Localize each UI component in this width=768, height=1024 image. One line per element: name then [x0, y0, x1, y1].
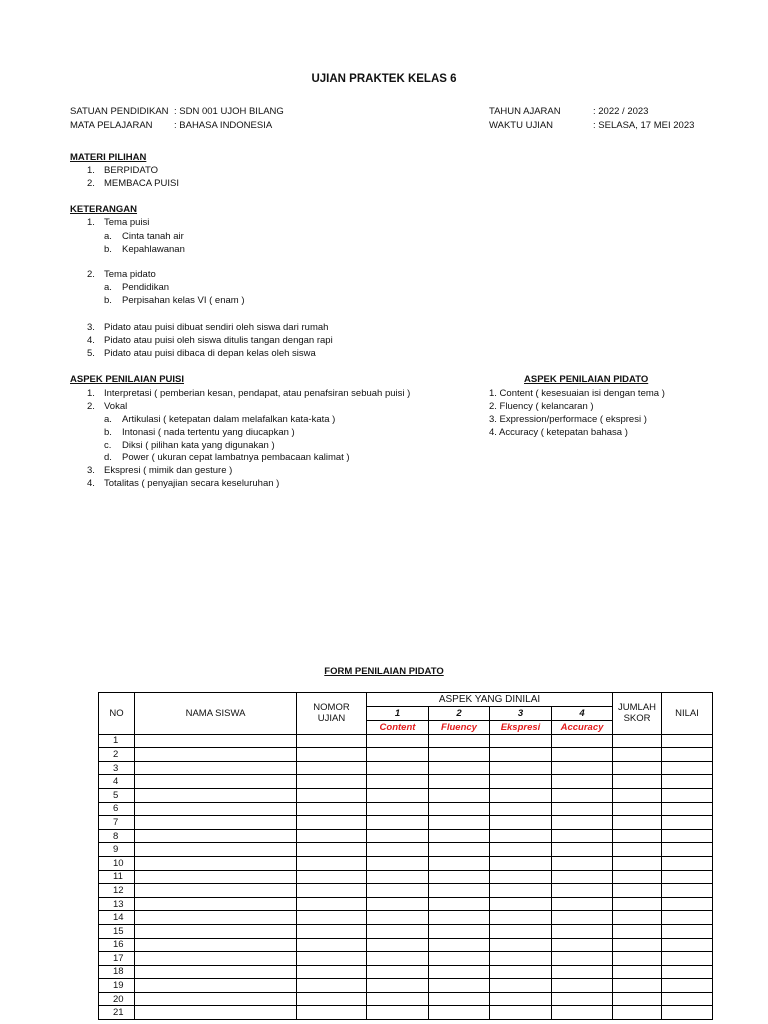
aspek-puisi-heading: ASPEK PENILAIAN PUISI — [70, 374, 185, 385]
table-row — [99, 965, 713, 979]
aspek-number-header: 1 — [367, 707, 429, 721]
score-cell — [552, 992, 613, 1006]
mapel-value: : BAHASA INDONESIA — [174, 120, 273, 131]
list-item: Pidato atau puisi dibuat sendiri oleh siswa dari rumah — [104, 322, 329, 333]
score-cell — [552, 952, 613, 966]
score-cell — [552, 1006, 613, 1020]
row-number: 4 — [99, 775, 135, 789]
score-cell — [297, 775, 367, 789]
row-number: 21 — [99, 1006, 135, 1020]
list-number: 5. — [87, 348, 95, 359]
score-cell — [367, 843, 429, 857]
score-cell — [552, 775, 613, 789]
score-cell — [552, 938, 613, 952]
score-cell — [552, 748, 613, 762]
sub-item: Cinta tanah air — [122, 231, 184, 242]
score-cell — [613, 911, 662, 925]
score-cell — [613, 816, 662, 830]
assessment-table — [98, 692, 713, 1020]
score-cell — [297, 1006, 367, 1020]
score-cell — [613, 992, 662, 1006]
sub-number: b. — [104, 295, 112, 306]
list-number: 3. — [87, 322, 95, 333]
score-cell — [490, 843, 552, 857]
score-cell — [367, 775, 429, 789]
score-cell — [135, 843, 297, 857]
table-row — [99, 979, 713, 993]
score-cell — [490, 775, 552, 789]
row-number: 7 — [99, 816, 135, 830]
table-row — [99, 788, 713, 802]
table-row — [99, 938, 713, 952]
list-number: 4. — [87, 478, 95, 489]
table-row — [99, 870, 713, 884]
score-cell — [613, 856, 662, 870]
sub-item: Power ( ukuran cepat lambatnya pembacaan kalimat ) — [122, 452, 350, 463]
score-cell — [135, 856, 297, 870]
table-row — [99, 952, 713, 966]
score-cell — [552, 911, 613, 925]
sub-number: a. — [104, 282, 112, 293]
score-cell — [613, 952, 662, 966]
list-item: MEMBACA PUISI — [104, 178, 179, 189]
tahun-label: TAHUN AJARAN — [489, 106, 561, 117]
score-cell — [367, 788, 429, 802]
score-cell — [662, 897, 713, 911]
list-item: 3. Expression/performace ( ekspresi ) — [489, 414, 647, 425]
row-number: 15 — [99, 924, 135, 938]
score-cell — [613, 829, 662, 843]
score-cell — [367, 816, 429, 830]
score-cell — [429, 884, 490, 898]
column-header-nilai: NILAI — [662, 693, 713, 735]
score-cell — [135, 992, 297, 1006]
score-cell — [297, 924, 367, 938]
score-cell — [662, 952, 713, 966]
row-number: 16 — [99, 938, 135, 952]
score-cell — [429, 829, 490, 843]
list-number: 2. — [87, 178, 95, 189]
score-cell — [552, 829, 613, 843]
score-cell — [662, 843, 713, 857]
aspek-number-header: 3 — [490, 707, 552, 721]
score-cell — [662, 884, 713, 898]
list-item: 4. Accuracy ( ketepatan bahasa ) — [489, 427, 628, 438]
score-cell — [135, 1006, 297, 1020]
score-cell — [552, 979, 613, 993]
score-cell — [297, 761, 367, 775]
score-cell — [490, 761, 552, 775]
score-cell — [429, 952, 490, 966]
list-item: Totalitas ( penyajian secara keseluruhan ) — [104, 478, 280, 489]
list-number: 2. — [87, 401, 95, 412]
score-cell — [613, 938, 662, 952]
list-number: 1. — [87, 388, 95, 399]
score-cell — [297, 788, 367, 802]
table-row — [99, 1006, 713, 1020]
score-cell — [429, 897, 490, 911]
score-cell — [490, 924, 552, 938]
sub-item: Artikulasi ( ketepatan dalam melafalkan kata-kata ) — [122, 414, 336, 425]
score-cell — [490, 952, 552, 966]
list-item: 1. Content ( kesesuaian isi dengan tema ) — [489, 388, 665, 399]
score-cell — [662, 734, 713, 748]
table-row — [99, 884, 713, 898]
score-cell — [429, 816, 490, 830]
score-cell — [367, 1006, 429, 1020]
table-row — [99, 816, 713, 830]
score-cell — [367, 829, 429, 843]
score-cell — [490, 802, 552, 816]
score-cell — [490, 938, 552, 952]
score-cell — [135, 788, 297, 802]
score-cell — [429, 856, 490, 870]
score-cell — [367, 761, 429, 775]
score-cell — [662, 829, 713, 843]
sub-number: a. — [104, 231, 112, 242]
score-cell — [552, 816, 613, 830]
row-number: 6 — [99, 802, 135, 816]
score-cell — [613, 761, 662, 775]
score-cell — [662, 938, 713, 952]
score-cell — [613, 775, 662, 789]
satuan-value: : SDN 001 UJOH BILANG — [174, 106, 284, 117]
sub-number: a. — [104, 414, 112, 425]
score-cell — [135, 884, 297, 898]
score-cell — [552, 802, 613, 816]
column-header-jumlah: JUMLAH SKOR — [613, 693, 662, 735]
score-cell — [490, 992, 552, 1006]
aspek-accuracy-header: Accuracy — [552, 720, 613, 734]
score-cell — [135, 748, 297, 762]
sub-number: c. — [104, 440, 112, 451]
score-cell — [297, 843, 367, 857]
score-cell — [135, 965, 297, 979]
score-cell — [367, 748, 429, 762]
score-cell — [662, 761, 713, 775]
score-cell — [662, 748, 713, 762]
column-header-aspek: ASPEK YANG DINILAI — [367, 693, 613, 707]
score-cell — [490, 748, 552, 762]
score-cell — [297, 829, 367, 843]
score-cell — [613, 884, 662, 898]
table-row — [99, 911, 713, 925]
score-cell — [552, 965, 613, 979]
row-number: 18 — [99, 965, 135, 979]
list-item: BERPIDATO — [104, 165, 159, 176]
sub-number: b. — [104, 244, 112, 255]
row-number: 5 — [99, 788, 135, 802]
row-number: 13 — [99, 897, 135, 911]
score-cell — [552, 870, 613, 884]
score-cell — [662, 924, 713, 938]
score-cell — [297, 992, 367, 1006]
aspek-content-header: Content — [367, 720, 429, 734]
score-cell — [490, 856, 552, 870]
score-cell — [429, 843, 490, 857]
list-number: 3. — [87, 465, 95, 476]
score-cell — [490, 884, 552, 898]
score-cell — [297, 870, 367, 884]
row-number: 12 — [99, 884, 135, 898]
list-item: 2. Fluency ( kelancaran ) — [489, 401, 594, 412]
row-number: 11 — [99, 870, 135, 884]
score-cell — [490, 829, 552, 843]
row-number: 8 — [99, 829, 135, 843]
sub-item: Pendidikan — [122, 282, 170, 293]
score-cell — [662, 870, 713, 884]
score-cell — [429, 924, 490, 938]
score-cell — [367, 952, 429, 966]
column-header-nama: NAMA SISWA — [135, 693, 297, 735]
sub-item: Diksi ( pilihan kata yang digunakan ) — [122, 440, 275, 451]
score-cell — [297, 884, 367, 898]
row-number: 10 — [99, 856, 135, 870]
score-cell — [429, 802, 490, 816]
score-cell — [429, 911, 490, 925]
table-row — [99, 802, 713, 816]
score-cell — [135, 734, 297, 748]
list-number: 1. — [87, 217, 95, 228]
score-cell — [490, 897, 552, 911]
score-cell — [613, 897, 662, 911]
score-cell — [552, 856, 613, 870]
score-cell — [552, 734, 613, 748]
score-cell — [297, 734, 367, 748]
satuan-label: SATUAN PENDIDIKAN — [70, 106, 169, 117]
table-row — [99, 924, 713, 938]
score-cell — [297, 897, 367, 911]
score-cell — [135, 870, 297, 884]
score-cell — [613, 965, 662, 979]
aspek-number-header: 2 — [429, 707, 490, 721]
column-header-nomor: NOMOR UJIAN — [297, 693, 367, 735]
score-cell — [135, 924, 297, 938]
score-cell — [662, 775, 713, 789]
score-cell — [135, 829, 297, 843]
score-cell — [297, 938, 367, 952]
score-cell — [367, 938, 429, 952]
score-cell — [297, 748, 367, 762]
sub-item: Kepahlawanan — [122, 244, 185, 255]
score-cell — [367, 924, 429, 938]
score-cell — [135, 775, 297, 789]
table-row — [99, 734, 713, 748]
score-cell — [662, 965, 713, 979]
score-cell — [297, 816, 367, 830]
score-cell — [662, 802, 713, 816]
score-cell — [613, 734, 662, 748]
score-cell — [297, 911, 367, 925]
aspek-number-header: 4 — [552, 707, 613, 721]
score-cell — [367, 965, 429, 979]
page-title: UJIAN PRAKTEK KELAS 6 — [311, 73, 457, 85]
score-cell — [552, 843, 613, 857]
score-cell — [367, 734, 429, 748]
row-number: 1 — [99, 734, 135, 748]
list-item: Pidato atau puisi oleh siswa ditulis tangan dengan rapi — [104, 335, 333, 346]
score-cell — [613, 788, 662, 802]
aspek-fluency-header: Fluency — [429, 720, 490, 734]
row-number: 14 — [99, 911, 135, 925]
score-cell — [613, 924, 662, 938]
score-cell — [429, 775, 490, 789]
score-cell — [490, 979, 552, 993]
row-number: 3 — [99, 761, 135, 775]
score-cell — [490, 788, 552, 802]
score-cell — [662, 911, 713, 925]
score-cell — [367, 802, 429, 816]
score-cell — [429, 1006, 490, 1020]
score-cell — [490, 734, 552, 748]
table-row — [99, 748, 713, 762]
table-row — [99, 856, 713, 870]
score-cell — [490, 911, 552, 925]
list-number: 2. — [87, 269, 95, 280]
row-number: 2 — [99, 748, 135, 762]
score-cell — [367, 979, 429, 993]
score-cell — [135, 802, 297, 816]
score-cell — [135, 816, 297, 830]
materi-heading: MATERI PILIHAN — [70, 152, 147, 163]
score-cell — [367, 911, 429, 925]
score-cell — [135, 761, 297, 775]
row-number: 20 — [99, 992, 135, 1006]
score-cell — [662, 856, 713, 870]
keterangan-heading: KETERANGAN — [70, 204, 138, 215]
score-cell — [297, 856, 367, 870]
table-row — [99, 775, 713, 789]
score-cell — [662, 816, 713, 830]
sub-number: d. — [104, 452, 112, 463]
score-cell — [135, 938, 297, 952]
score-cell — [662, 1006, 713, 1020]
score-cell — [429, 979, 490, 993]
list-number: 4. — [87, 335, 95, 346]
score-cell — [135, 979, 297, 993]
score-cell — [367, 897, 429, 911]
score-cell — [662, 788, 713, 802]
score-cell — [613, 979, 662, 993]
score-cell — [613, 843, 662, 857]
score-cell — [662, 992, 713, 1006]
form-title: FORM PENILAIAN PIDATO — [324, 666, 444, 677]
score-cell — [490, 816, 552, 830]
row-number: 17 — [99, 952, 135, 966]
score-cell — [429, 788, 490, 802]
list-item: Interpretasi ( pemberian kesan, pendapat, atau penafsiran sebuah puisi ) — [104, 388, 411, 399]
score-cell — [613, 748, 662, 762]
tahun-value: : 2022 / 2023 — [593, 106, 649, 117]
waktu-label: WAKTU UJIAN — [489, 120, 554, 131]
score-cell — [552, 897, 613, 911]
score-cell — [552, 924, 613, 938]
score-cell — [490, 965, 552, 979]
score-cell — [429, 748, 490, 762]
score-cell — [490, 870, 552, 884]
column-header-no: NO — [99, 693, 135, 735]
score-cell — [297, 979, 367, 993]
score-cell — [297, 952, 367, 966]
score-cell — [552, 761, 613, 775]
score-cell — [135, 911, 297, 925]
score-cell — [135, 897, 297, 911]
score-cell — [613, 802, 662, 816]
score-cell — [367, 856, 429, 870]
table-row — [99, 829, 713, 843]
aspek-ekspresi-header: Ekspresi — [490, 720, 552, 734]
score-cell — [552, 884, 613, 898]
score-cell — [297, 802, 367, 816]
list-item: Tema pidato — [104, 269, 156, 280]
list-item: Pidato atau puisi dibaca di depan kelas oleh siswa — [104, 348, 316, 359]
mapel-label: MATA PELAJARAN — [70, 120, 153, 131]
aspek-pidato-heading: ASPEK PENILAIAN PIDATO — [524, 374, 649, 385]
score-cell — [613, 870, 662, 884]
row-number: 19 — [99, 979, 135, 993]
table-row — [99, 897, 713, 911]
list-item: Ekspresi ( mimik dan gesture ) — [104, 465, 233, 476]
score-cell — [429, 938, 490, 952]
sub-item: Perpisahan kelas VI ( enam ) — [122, 295, 245, 306]
sub-item: Intonasi ( nada tertentu yang diucapkan ) — [122, 427, 295, 438]
score-cell — [613, 1006, 662, 1020]
table-row — [99, 843, 713, 857]
table-row — [99, 992, 713, 1006]
list-item: Vokal — [104, 401, 128, 412]
table-row — [99, 761, 713, 775]
score-cell — [429, 734, 490, 748]
row-number: 9 — [99, 843, 135, 857]
score-cell — [662, 979, 713, 993]
score-cell — [552, 788, 613, 802]
score-cell — [490, 1006, 552, 1020]
sub-number: b. — [104, 427, 112, 438]
score-cell — [367, 992, 429, 1006]
score-cell — [135, 952, 297, 966]
score-cell — [297, 965, 367, 979]
score-cell — [429, 965, 490, 979]
score-cell — [429, 761, 490, 775]
list-item: Tema puisi — [104, 217, 150, 228]
waktu-value: : SELASA, 17 MEI 2023 — [593, 120, 695, 131]
list-number: 1. — [87, 165, 95, 176]
score-cell — [367, 870, 429, 884]
score-cell — [429, 992, 490, 1006]
score-cell — [429, 870, 490, 884]
score-cell — [367, 884, 429, 898]
